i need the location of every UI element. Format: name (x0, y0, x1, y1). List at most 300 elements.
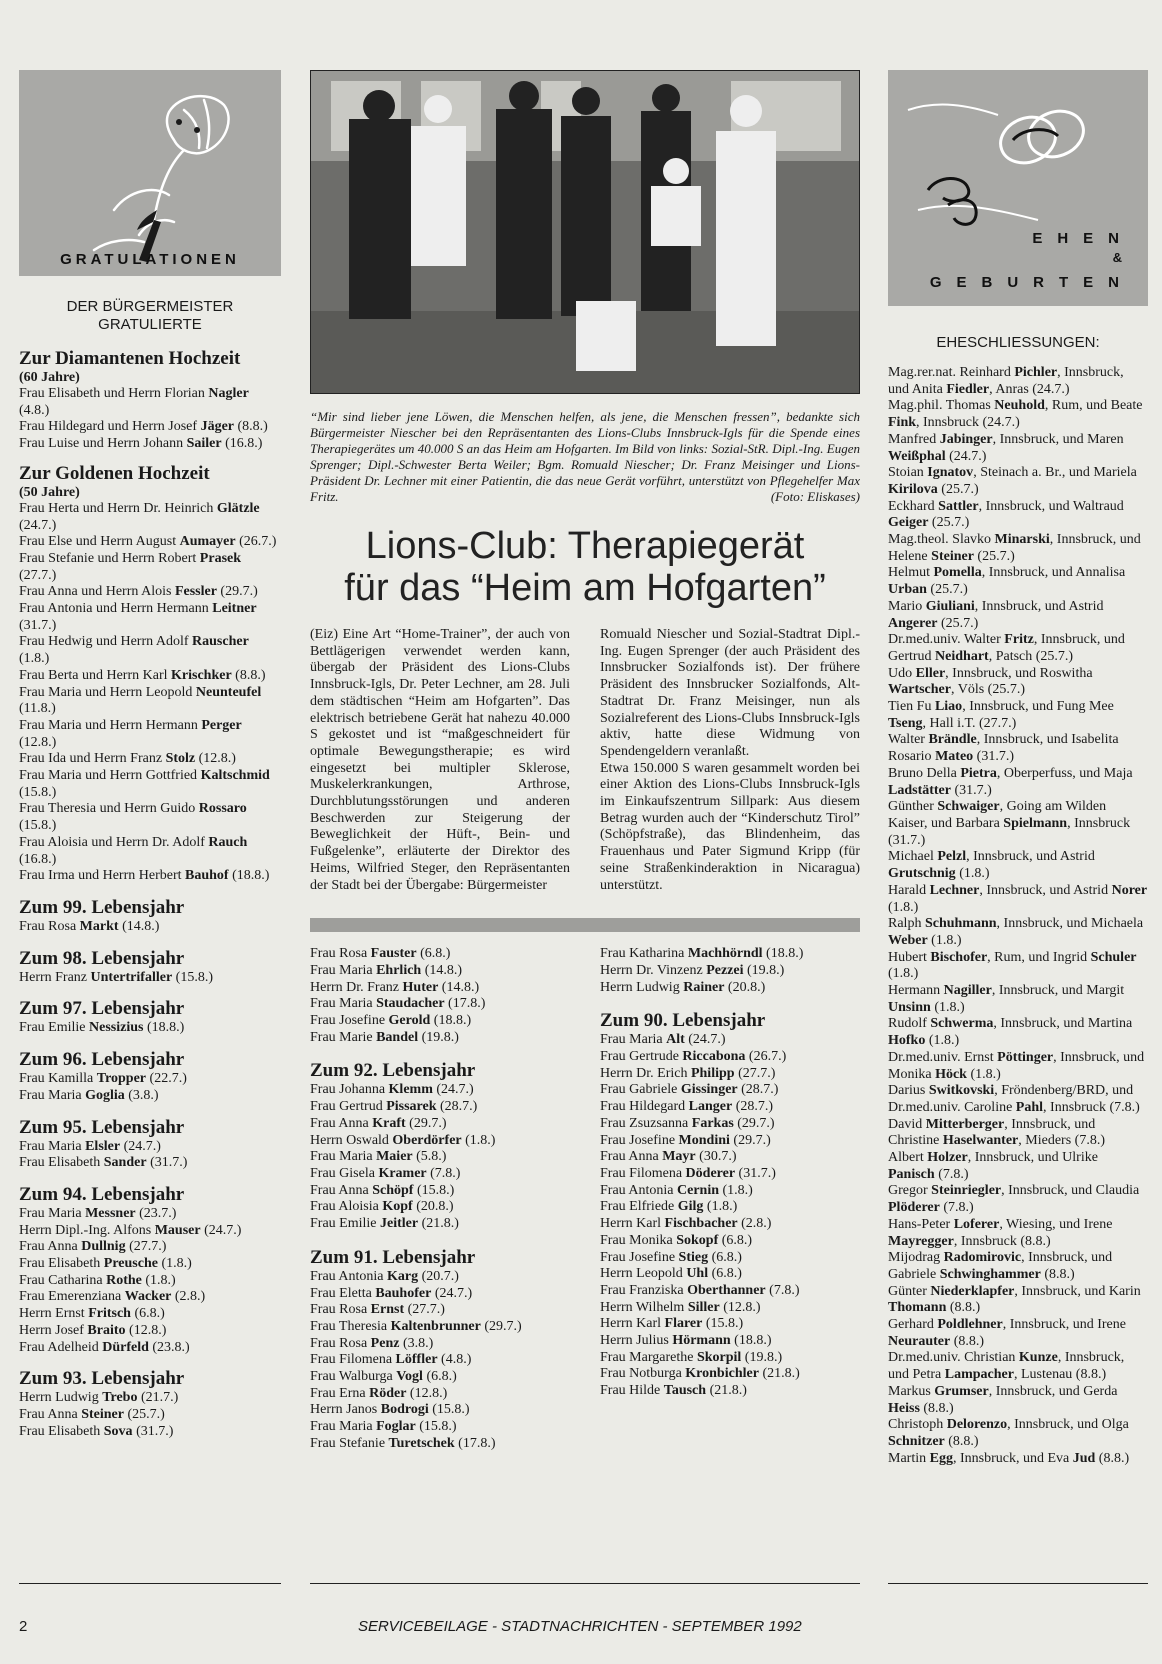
surname: Fessler (174, 584, 217, 600)
surname: Pezzei (706, 962, 744, 978)
list-entry (600, 1049, 860, 1066)
list-entry (19, 970, 281, 987)
entry-text: Herrn Dr. Franz (310, 979, 403, 995)
list-entry (310, 996, 570, 1013)
surname: Tseng (888, 715, 923, 731)
list-entry (19, 419, 281, 436)
surname: Perger (201, 717, 242, 733)
surname: Kopf (382, 1199, 413, 1215)
entry-text: (14.8.) (438, 979, 480, 995)
surname: Leitner (212, 601, 257, 617)
list-entry (888, 532, 1148, 565)
list-entry (888, 398, 1148, 431)
list-entry (19, 1407, 281, 1424)
surname: Mayregger (888, 1233, 954, 1249)
surname: Jeitler (380, 1216, 419, 1232)
entry-text: (25.7.) (973, 548, 1015, 564)
list-entry (888, 1417, 1148, 1450)
entry-text: (4.8.) (437, 1352, 472, 1368)
list-entry (600, 1216, 860, 1233)
list-entry (888, 432, 1148, 465)
footer-rule-left (19, 1583, 281, 1584)
marriage-list (888, 365, 1148, 1467)
entry-text: (17.8.) (444, 996, 486, 1012)
surname: Höck (935, 1066, 967, 1082)
surname: Wacker (124, 1289, 172, 1305)
entry-text: Gerhard (888, 1317, 938, 1333)
entry-text: (19.8.) (741, 1349, 783, 1365)
entry-text: , Innsbruck, und Astrid (974, 598, 1104, 614)
entry-text: (4.8.) (19, 402, 50, 418)
entry-text: Frau Emilie (19, 1020, 89, 1036)
entry-text: , Innsbruck, und Anita (888, 365, 1124, 397)
birthday-lists (310, 946, 860, 1452)
section-heading: Zum 97. Lebensjahr (19, 998, 185, 1020)
entry-text: Frau Stefanie und Herrn Robert (19, 550, 200, 566)
list-entry (19, 1323, 281, 1340)
list-entry (600, 1233, 860, 1250)
entry-text: Frau Elisabeth (19, 1423, 104, 1439)
article-paragraph: Etwa 150.000 S waren gesammelt worden bei einer Aktion des Lions-Clubs Innsbruck-Igls im Einkaufszentrum Sillpark: Aus diesem Betrag wurden auch der “Kinderschutz Tirol” (Schöpfstraße), das Blindenheim, das Frauenhaus und Pater Sigmund Kripp (für seine Straßenkinderaktion in Nicaragua) unterstützt. (600, 760, 860, 893)
entry-text: Frau Anna (310, 1182, 373, 1198)
entry-list (19, 386, 281, 453)
entry-list (19, 1206, 281, 1356)
entry-text: (7.8.) (765, 1282, 800, 1298)
page-number: 2 (19, 1618, 28, 1635)
article-body (310, 627, 860, 894)
entry-text: Mijodrag (888, 1250, 944, 1266)
entry-text: , Innsbruck, und Gabriele (888, 1250, 1113, 1282)
entry-text: , Patsch (25.7.) (988, 648, 1074, 664)
surname: Geiger (888, 515, 929, 531)
list-entry (600, 1166, 860, 1183)
entry-text: (27.7.) (125, 1239, 167, 1255)
entry-text: Frau Emerenziana (19, 1289, 125, 1305)
surname: Rossaro (198, 801, 247, 817)
list-entry (888, 1250, 1148, 1283)
surname: Jäger (200, 419, 234, 435)
surname: Nagler (208, 386, 249, 401)
list-entry (888, 916, 1148, 949)
entry-text: , Innsbruck (24.7.) (916, 415, 1020, 431)
entry-text: (31.7.) (19, 617, 57, 633)
surname: Riccabona (682, 1049, 746, 1065)
surname: Kirilova (888, 481, 938, 497)
surname: Vogl (396, 1369, 423, 1385)
surname: Steiner (81, 1406, 124, 1422)
tulip-illustration (19, 70, 281, 276)
entry-list (19, 1139, 281, 1172)
entry-text: , Innsbruck, und Margit (991, 983, 1125, 999)
entry-text: Frau Maria (310, 1419, 377, 1435)
entry-text: Frau Anna (19, 1239, 82, 1255)
entry-text: Frau Aloisia und Herrn Dr. Adolf (19, 834, 209, 850)
surname: Thomann (888, 1300, 947, 1316)
surname: Switkovski (928, 1083, 995, 1099)
entry-text: (28.7.) (732, 1099, 774, 1115)
entry-text: (31.7.) (132, 1423, 174, 1439)
section-subheading: (60 Jahre) (19, 370, 80, 385)
buergermeister-subheading (19, 298, 281, 334)
entry-text: Frau Eletta (310, 1285, 376, 1301)
entry-text: (31.7.) (146, 1155, 188, 1171)
entry-text: Bruno Della (888, 765, 961, 781)
entry-text: Frau Theresia und Herrn Guido (19, 801, 199, 817)
entry-text: Manfred (888, 431, 940, 447)
entry-text: (14.8.) (118, 918, 160, 934)
entry-text: (12.8.) (19, 734, 57, 750)
list-entry (19, 1340, 281, 1357)
entry-text: , Innsbruck, und Olga (1007, 1417, 1129, 1433)
entry-text: Frau Rosa (19, 918, 80, 934)
list-entry (19, 1020, 281, 1037)
entry-text: , Innsbruck (31.7.) (888, 815, 1131, 848)
list-entry (310, 1116, 570, 1133)
entry-text: (24.7.) (200, 1222, 242, 1238)
list-entry (888, 465, 1148, 498)
entry-text: (1.8.) (461, 1132, 496, 1148)
entry-text: (15.8.) (428, 1402, 470, 1418)
article-headline (310, 525, 860, 609)
entry-text: (18.8.) (228, 868, 270, 884)
section-heading: Zum 99. Lebensjahr (19, 896, 185, 918)
entry-text: Frau Else und Herrn August (19, 534, 180, 550)
surname: Liao (934, 699, 963, 715)
entry-text: Dr.med.univ. Christian (888, 1350, 1019, 1366)
entry-text: Frau Emilie (310, 1216, 380, 1232)
article-column-1: (Eiz) Eine Art “Home-Trainer”, der auch von Bettlägerigen verwendet werden kann, übergab der Präsident des Lions-Clubs Innsbruck-Igls, Dr. Peter Lechner, am 28. Juli dem städtischen “Heim am Hofgarten”. Das elektrisch betriebene Gerät hat nahezu 40.000 S gekostet und ist “maßgeschneidert für optimale Bewegungstherapie; es wird eingesetzt bei multipler Sklerose, Muskelerkrankungen, Arthrose, Durchblutungsstörungen und anderen Beschwerden zur Steigerung der Beweglichkeit der Hüft-, Bein- und Fußgelenke”, erläuterte der Direktor des Heims, Wilfried Steger, den Repräsentanten der Stadt bei der Übergabe: Bürgermeister (310, 627, 570, 893)
entry-text: (21.8.) (418, 1216, 459, 1232)
entry-text: Günther (888, 799, 938, 815)
entry-text: (24.7.) (120, 1138, 161, 1154)
surname: Loferer (953, 1216, 1000, 1232)
entry-text: (30.7.) (695, 1149, 737, 1165)
list-entry (888, 1050, 1148, 1083)
entry-text: Herrn Josef (19, 1322, 88, 1338)
surname: Tropper (96, 1071, 147, 1087)
entry-text: Frau Gabriele (600, 1082, 681, 1098)
article-paragraph: Romuald Niescher und Sozial-Stadtrat Dipl.-Ing. Eugen Sprenger (der auch Präsident des Innsbrucker Sozialfonds ist). Der frühere Präsident des Innsbrucker Sozialfonds, Alt-Stadtrat Dr. Franz Meisinger, nun als Sozialreferent des Lions-Clubs Innsbruck-Igls aktiv, hatte diese Widmung von Spendengeldern veranlaßt. (600, 627, 860, 759)
list-entry (310, 1302, 570, 1319)
list-entry (600, 1350, 860, 1367)
surname: Schwerma (930, 1016, 994, 1032)
surname: Heiss (888, 1400, 920, 1416)
footer-rule-right (888, 1583, 1148, 1584)
entry-text: (1.8.) (888, 899, 919, 915)
section-heading: Zur Goldenen Hochzeit (19, 462, 210, 484)
entry-text: (25.7.) (928, 515, 970, 531)
entry-text: Frau Hildegard und Herrn Josef (19, 419, 201, 435)
entry-text: , Innsbruck, und Martina (993, 1016, 1133, 1032)
surname: Siller (687, 1299, 720, 1315)
entry-text: Frau Elisabeth (19, 1155, 104, 1171)
entry-text: Frau Maria (600, 1032, 667, 1048)
entry-text: (12.8.) (719, 1299, 761, 1315)
section-heading: Zum 91. Lebensjahr (310, 1246, 476, 1268)
section-heading: Zum 95. Lebensjahr (19, 1116, 185, 1138)
surname: Pomella (933, 565, 982, 581)
surname: Giuliani (925, 598, 975, 614)
entry-text: (6.8.) (708, 1266, 742, 1282)
entry-text: (29.7.) (729, 1132, 771, 1148)
list-entry (19, 801, 281, 834)
entry-text: (20.8.) (724, 979, 766, 995)
entry-text: Tien Fu (888, 699, 935, 715)
surname: Langer (688, 1099, 733, 1115)
entry-text: (1.8.) (927, 932, 962, 948)
entry-text: Harald (888, 882, 930, 898)
surname: Jud (1072, 1450, 1096, 1466)
surname: Neuhold (994, 398, 1045, 414)
surname: Dürfeld (102, 1339, 149, 1355)
entry-text: (20.8.) (412, 1199, 454, 1215)
entry-text: Herrn Oswald (310, 1132, 393, 1148)
list-entry (888, 1183, 1148, 1216)
entry-text: (12.8.) (406, 1385, 448, 1401)
surname: Fink (888, 415, 917, 431)
list-entry (310, 1082, 570, 1099)
list-entry (19, 534, 281, 551)
surname: Minarski (994, 532, 1050, 548)
entry-text: , Mieders (7.8.) (1018, 1133, 1105, 1149)
entry-text: (28.7.) (737, 1082, 779, 1098)
list-entry (310, 1149, 570, 1166)
entry-text: (25.7.) (123, 1406, 165, 1422)
entry-text: Frau Elisabeth und Herrn Florian (19, 386, 209, 401)
entry-text: (29.7.) (480, 1318, 522, 1334)
entry-text: (8.8.) (919, 1400, 954, 1416)
surname: Tausch (663, 1383, 707, 1399)
entry-list (310, 1082, 570, 1232)
surname: Rothe (106, 1272, 142, 1288)
entry-text: (31.7.) (951, 782, 992, 798)
entry-text: Frau Rosa (310, 1335, 371, 1351)
surname: Sailer (186, 436, 222, 452)
entry-list (19, 970, 281, 987)
surname: Skorpil (696, 1349, 742, 1365)
entry-text: Frau Hildegard (600, 1099, 689, 1115)
entry-text: Martin (888, 1450, 930, 1466)
entry-text: Frau Maria und Herrn Gottfried (19, 768, 201, 784)
left-column (19, 70, 281, 1440)
entry-text: (25.7.) (937, 481, 979, 497)
surname: Urban (888, 582, 927, 598)
entry-text: (1.8.) (955, 866, 990, 882)
banner-word-ehen: EHEN (1032, 230, 1134, 247)
entry-text: , Innsbruck, und Helene (888, 532, 1141, 564)
list-entry (600, 1383, 860, 1400)
photo-credit: (Foto: Eliskases) (770, 489, 860, 504)
list-entry (600, 1250, 860, 1267)
list-entry (888, 499, 1148, 532)
surname: Pichler (1014, 365, 1058, 380)
entry-list (19, 501, 281, 885)
entry-text: Frau Zsuzsanna (600, 1115, 692, 1131)
list-entry (600, 1333, 860, 1350)
surname: Pahl (1015, 1099, 1044, 1115)
list-entry (19, 1390, 281, 1407)
list-entry (310, 963, 570, 980)
entry-text: Hans-Peter (888, 1216, 954, 1232)
entry-text: (24.7.) (19, 517, 57, 533)
surname: Trebo (102, 1390, 138, 1406)
entry-list (600, 1032, 860, 1399)
entry-text: (1.8.) (19, 651, 50, 667)
surname: Niederklapfer (930, 1283, 1015, 1299)
surname: Ernst (370, 1302, 405, 1318)
surname: Norer (1111, 882, 1148, 898)
entry-text: (16.8.) (221, 436, 263, 452)
entry-text: Frau Maria und Herrn Leopold (19, 684, 196, 700)
rings-illustration (888, 70, 1148, 306)
entry-text: Frau Luise und Herrn Johann (19, 436, 187, 452)
middle-column (310, 70, 860, 1453)
entry-text: Frau Gertrude (600, 1049, 683, 1065)
list-entry (888, 1284, 1148, 1317)
list-entry (600, 963, 860, 980)
list-entry (888, 799, 1148, 849)
surname: Fritz (1004, 632, 1034, 648)
entry-text: Frau Gisela (310, 1165, 379, 1181)
list-entry (600, 980, 860, 997)
surname: Lampacher (944, 1367, 1014, 1383)
surname: Angerer (888, 615, 938, 631)
entry-text: (15.8.) (19, 784, 57, 800)
entry-text: (18.8.) (430, 1013, 472, 1029)
entry-text: Gregor (888, 1183, 932, 1199)
surname: Bodrogi (380, 1402, 429, 1418)
section-subheading: (50 Jahre) (19, 484, 80, 500)
section-heading: Zum 93. Lebensjahr (19, 1368, 185, 1390)
list-entry (310, 1216, 570, 1233)
entry-text: (27.7.) (404, 1302, 445, 1318)
entry-text: (12.8.) (195, 751, 236, 767)
list-entry (600, 1032, 860, 1049)
entry-text: (18.8.) (143, 1020, 185, 1036)
surname: Röder (369, 1385, 407, 1401)
entry-text: (6.8.) (708, 1249, 742, 1265)
entry-text: (18.8.) (762, 946, 804, 962)
surname: Huter (402, 979, 439, 995)
entry-text: Stoian (888, 465, 928, 481)
entry-text: Herrn Dr. Vinzenz (600, 962, 707, 978)
list-entry (888, 599, 1148, 632)
entry-text: (3.8.) (399, 1335, 434, 1351)
divider-bar (310, 918, 860, 932)
surname: Neunteufel (195, 684, 262, 700)
list-entry (888, 1384, 1148, 1417)
entry-text: (21.8.) (758, 1366, 800, 1382)
list-entry (19, 751, 281, 768)
section-heading: Zum 90. Lebensjahr (600, 1010, 766, 1032)
entry-text: , Innsbruck, und Irene (1002, 1317, 1126, 1333)
entry-text: , Rum, und Ingrid (987, 949, 1091, 965)
surname: Klemm (388, 1082, 433, 1098)
subheading-line-1: DER BÜRGERMEISTER (66, 298, 234, 315)
surname: Sander (103, 1155, 147, 1171)
entry-text: Frau Walburga (310, 1369, 397, 1385)
surname: Ladstätter (888, 782, 951, 798)
entry-text: (19.8.) (418, 1029, 459, 1045)
entry-text: Frau Aloisia (310, 1199, 383, 1215)
lions-club-photo (310, 70, 860, 394)
entry-text: , Innsbruck, und Maren (992, 431, 1124, 447)
section-heading: Zum 92. Lebensjahr (310, 1060, 476, 1082)
list-entry (310, 1099, 570, 1116)
surname: Philipp (690, 1065, 735, 1081)
list-column-a (310, 946, 570, 1452)
surname: Penz (370, 1335, 400, 1351)
list-entry (19, 1223, 281, 1240)
list-entry (888, 950, 1148, 983)
list-entry (310, 1386, 570, 1403)
entry-text: Frau Gertrud (310, 1099, 387, 1115)
entry-text: Frau Elisabeth (19, 1256, 104, 1272)
list-entry (19, 1071, 281, 1088)
entry-text: (15.8.) (413, 1182, 455, 1198)
entry-text: Herrn Leopold (600, 1266, 687, 1282)
entry-text: Ralph (888, 916, 925, 932)
entry-text: Herrn Wilhelm (600, 1299, 688, 1315)
entry-text: Frau Katharina (600, 946, 688, 962)
entry-text: Frau Anna (310, 1115, 373, 1131)
entry-text: Günter (888, 1283, 931, 1299)
entry-text: (1.8.) (719, 1182, 753, 1198)
list-entry (19, 584, 281, 601)
surname: Krischker (171, 667, 232, 683)
surname: Glätzle (216, 500, 260, 516)
entry-text: (15.8.) (415, 1419, 457, 1435)
entry-text: , Innsbruck, und Fung Mee (962, 699, 1114, 715)
surname: Uhl (686, 1266, 709, 1282)
entry-text: Darius (888, 1083, 929, 1099)
section-heading: Zum 94. Lebensjahr (19, 1183, 185, 1205)
entry-text: , Innsbruck, und Gerda (988, 1383, 1118, 1399)
entry-text: (8.8.) (1095, 1450, 1130, 1466)
entry-list (310, 946, 570, 1046)
entry-text: (24.7.) (684, 1032, 726, 1048)
headline-line-1: Lions-Club: Therapiegerät (365, 525, 805, 567)
entry-text: , Innsbruck, und Ulrike (967, 1150, 1098, 1166)
entry-text: (2.8.) (737, 1216, 772, 1232)
entry-text: Frau Theresia (310, 1318, 391, 1334)
entry-text: (2.8.) (171, 1289, 206, 1305)
entry-list (600, 946, 860, 996)
surname: Mitterberger (925, 1116, 1005, 1132)
list-entry (888, 1150, 1148, 1183)
surname: Mauser (154, 1222, 201, 1238)
list-entry (19, 436, 281, 453)
surname: Turetschek (388, 1435, 455, 1451)
footer-rule-mid (310, 1583, 860, 1584)
list-entry (888, 732, 1148, 765)
list-entry (310, 1402, 570, 1419)
surname: Grumser (934, 1383, 989, 1399)
entry-text: (1.8.) (966, 1066, 1001, 1082)
entry-text: (15.8.) (172, 969, 213, 985)
list-entry (310, 1286, 570, 1303)
entry-text: Herrn Janos (310, 1402, 381, 1418)
surname: Alt (666, 1032, 685, 1048)
surname: Weber (888, 932, 928, 948)
headline-line-2: für das “Heim am Hofgarten” (344, 567, 826, 609)
surname: Stieg (678, 1249, 709, 1265)
entry-text: (25.7.) (926, 582, 968, 598)
entry-text: (23.8.) (148, 1339, 190, 1355)
footer-text: SERVICEBEILAGE - STADTNACHRICHTEN - SEPTEMBER 1992 (358, 1618, 802, 1635)
entry-text: (3.8.) (124, 1087, 159, 1103)
section-heading: Zum 98. Lebensjahr (19, 947, 185, 969)
